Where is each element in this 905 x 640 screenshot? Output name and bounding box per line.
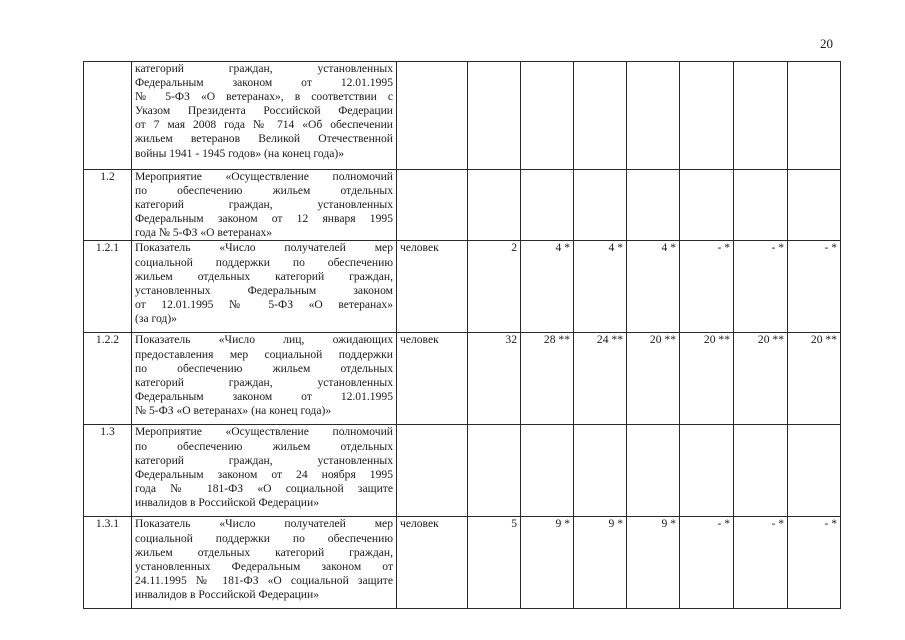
value-cell: 4 * bbox=[521, 241, 574, 333]
description-line: инвалидов в Российской Федерации» bbox=[135, 495, 319, 509]
row-number-cell bbox=[84, 62, 132, 170]
indicators-table bbox=[83, 61, 841, 609]
table-row bbox=[84, 517, 841, 609]
value-cell: 9 * bbox=[627, 517, 680, 609]
description-line: (за год)» bbox=[135, 311, 177, 325]
description-line: Федеральным законом от 12.01.1995 bbox=[135, 389, 393, 403]
description-line: жильем ветеранов Великой Отечественной bbox=[135, 132, 393, 146]
value-cell bbox=[680, 170, 734, 241]
unit-cell bbox=[397, 425, 468, 517]
table-row bbox=[84, 241, 841, 333]
description-line: категорий граждан, установленных bbox=[135, 62, 393, 75]
description-line: Мероприятие «Осуществление полномочий bbox=[135, 170, 393, 183]
description-line: 24.11.1995 № 181-ФЗ «О социальной защите bbox=[135, 573, 393, 587]
description-line: социальной поддержки по обеспечению bbox=[135, 255, 393, 269]
value-cell: - * bbox=[680, 517, 734, 609]
unit-cell: человек bbox=[397, 333, 468, 425]
description-line: по обеспечению жильем отдельных bbox=[135, 361, 393, 375]
description-line: Федеральным законом от 24 ноября 1995 bbox=[135, 467, 393, 481]
description-line: по обеспечению жильем отдельных bbox=[135, 439, 393, 453]
value-cell bbox=[734, 170, 788, 241]
description-line: жильем отдельных категорий граждан, bbox=[135, 269, 393, 283]
description-line: установленных Федеральным законом от bbox=[135, 559, 393, 573]
value-cell bbox=[734, 425, 788, 517]
value-cell: 28 ** bbox=[521, 333, 574, 425]
value-cell bbox=[521, 425, 574, 517]
value-cell: - * bbox=[788, 517, 841, 609]
value-cell bbox=[680, 62, 734, 170]
value-cell: 20 ** bbox=[680, 333, 734, 425]
description-line: года № 5-ФЗ «О ветеранах» bbox=[135, 226, 273, 240]
value-cell: 32 bbox=[468, 333, 521, 425]
description-line: № 5-ФЗ «О ветеранах», в соответствии с bbox=[135, 90, 393, 104]
value-cell bbox=[627, 425, 680, 517]
description-line: Показатель «Число получателей мер bbox=[135, 241, 393, 255]
value-cell: 9 * bbox=[574, 517, 627, 609]
table-row bbox=[84, 170, 841, 241]
description-line: Мероприятие «Осуществление полномочий bbox=[135, 425, 393, 439]
row-description-cell bbox=[132, 170, 397, 241]
table-row bbox=[84, 425, 841, 517]
description-line: жильем отдельных категорий граждан, bbox=[135, 545, 393, 559]
description-line: от 7 мая 2008 года № 714 «Об обеспечении bbox=[135, 118, 393, 132]
value-cell bbox=[627, 62, 680, 170]
description-line: года № 181-ФЗ «О социальной защите bbox=[135, 481, 393, 495]
value-cell: - * bbox=[734, 517, 788, 609]
row-number-cell: 1.2 bbox=[84, 170, 132, 241]
row-number-cell: 1.3 bbox=[84, 425, 132, 517]
value-cell: 2 bbox=[468, 241, 521, 333]
description-line: категорий граждан, установленных bbox=[135, 198, 393, 212]
description-line: категорий граждан, установленных bbox=[135, 375, 393, 389]
value-cell: 9 * bbox=[521, 517, 574, 609]
value-cell bbox=[521, 62, 574, 170]
description-line: социальной поддержки по обеспечению bbox=[135, 531, 393, 545]
row-description-cell bbox=[132, 62, 397, 170]
unit-cell: человек bbox=[397, 517, 468, 609]
description-line: № 5-ФЗ «О ветеранах» (на конец года)» bbox=[135, 403, 332, 417]
value-cell: - * bbox=[734, 241, 788, 333]
description-line: инвалидов в Российской Федерации» bbox=[135, 587, 319, 601]
table-row bbox=[84, 333, 841, 425]
unit-cell bbox=[397, 62, 468, 170]
description-line: Показатель «Число получателей мер bbox=[135, 517, 393, 531]
value-cell bbox=[468, 62, 521, 170]
description-line: войны 1941 - 1945 годов» (на конец года)» bbox=[135, 146, 345, 160]
row-number-cell: 1.2.1 bbox=[84, 241, 132, 333]
value-cell: - * bbox=[680, 241, 734, 333]
value-cell: - * bbox=[788, 241, 841, 333]
unit-cell bbox=[397, 170, 468, 241]
row-description-cell bbox=[132, 425, 397, 517]
value-cell: 4 * bbox=[574, 241, 627, 333]
value-cell: 5 bbox=[468, 517, 521, 609]
value-cell bbox=[788, 425, 841, 517]
value-cell bbox=[788, 62, 841, 170]
value-cell bbox=[574, 62, 627, 170]
page-number: 20 bbox=[820, 36, 833, 51]
description-line: от 12.01.1995 № 5-ФЗ «О ветеранах» bbox=[135, 297, 393, 311]
value-cell: 24 ** bbox=[574, 333, 627, 425]
value-cell: 4 * bbox=[627, 241, 680, 333]
row-description-cell bbox=[132, 333, 397, 425]
description-line: Указом Президента Российской Федерации bbox=[135, 104, 393, 118]
table-body bbox=[84, 62, 841, 609]
value-cell bbox=[680, 425, 734, 517]
description-line: Показатель «Число лиц, ожидающих bbox=[135, 333, 393, 347]
value-cell bbox=[468, 170, 521, 241]
row-number-cell: 1.3.1 bbox=[84, 517, 132, 609]
unit-cell: человек bbox=[397, 241, 468, 333]
value-cell bbox=[734, 62, 788, 170]
description-line: предоставления мер социальной поддержки bbox=[135, 347, 393, 361]
description-line: установленных Федеральным законом bbox=[135, 283, 393, 297]
row-description-cell bbox=[132, 241, 397, 333]
value-cell bbox=[627, 170, 680, 241]
description-line: по обеспечению жильем отдельных bbox=[135, 184, 393, 198]
row-description-cell bbox=[132, 517, 397, 609]
value-cell bbox=[468, 425, 521, 517]
value-cell: 20 ** bbox=[788, 333, 841, 425]
row-number-cell: 1.2.2 bbox=[84, 333, 132, 425]
description-line: Федеральным законом от 12 января 1995 bbox=[135, 212, 393, 226]
description-line: Федеральным законом от 12.01.1995 bbox=[135, 76, 393, 90]
value-cell bbox=[574, 170, 627, 241]
description-line: категорий граждан, установленных bbox=[135, 453, 393, 467]
value-cell bbox=[521, 170, 574, 241]
value-cell bbox=[788, 170, 841, 241]
value-cell: 20 ** bbox=[627, 333, 680, 425]
value-cell: 20 ** bbox=[734, 333, 788, 425]
table-row bbox=[84, 62, 841, 170]
value-cell bbox=[574, 425, 627, 517]
